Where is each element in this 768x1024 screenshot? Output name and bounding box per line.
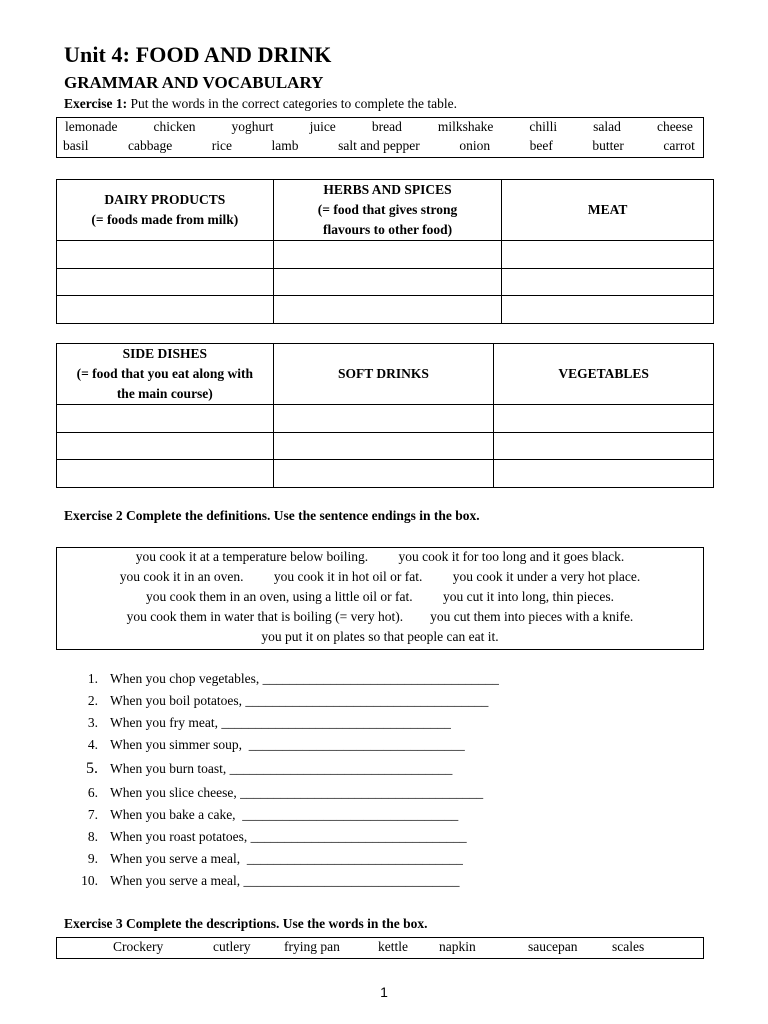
ending-item: you cook them in an oven, using a little oil or fat.: [146, 589, 413, 604]
question-text: When you boil potatoes, ____________________________________: [110, 693, 489, 708]
header-line: (= food that you eat along with: [76, 366, 254, 381]
word-item: chicken: [153, 119, 196, 134]
category-table-2: [56, 343, 714, 488]
header-line: SIDE DISHES: [122, 346, 208, 361]
answer-cell[interactable]: [57, 405, 274, 433]
word-item: salad: [593, 119, 621, 134]
word-item: basil: [63, 138, 89, 153]
question-text: When you slice cheese, ____________________________________: [110, 785, 484, 800]
table-header-row: [57, 180, 714, 241]
header-line: flavours to other food): [322, 222, 453, 237]
exercise2-heading: Exercise 2 Complete the definitions. Use the sentence endings in the box.: [64, 508, 480, 523]
word-item: bread: [371, 119, 402, 134]
ending-item: you cook it in an oven.: [119, 569, 244, 584]
ending-gap: [244, 569, 274, 585]
answer-cell[interactable]: [273, 433, 494, 460]
list-item[interactable]: [64, 712, 499, 734]
ending-gap: [413, 589, 443, 605]
question-number: 6.: [87, 785, 98, 800]
header-line: SOFT DRINKS: [337, 366, 429, 381]
definition-questions: [64, 668, 499, 892]
answer-cell[interactable]: [273, 460, 494, 488]
table-row: [57, 241, 714, 269]
endings-line: [57, 569, 703, 585]
ending-item: you cook it in hot oil or fat.: [273, 569, 423, 584]
exercise3-word-box: [56, 937, 704, 959]
word-item: butter: [592, 138, 624, 153]
header-line: VEGETABLES: [558, 366, 649, 381]
list-item[interactable]: [64, 734, 499, 756]
answer-cell[interactable]: [502, 296, 714, 324]
list-item[interactable]: [64, 782, 499, 804]
question-text: When you chop vegetables, ___________________________________: [110, 671, 499, 686]
table-row: [57, 405, 714, 433]
table-row: [57, 269, 714, 296]
question-number: 5.: [86, 760, 98, 777]
table-row: [57, 460, 714, 488]
table-header-row: [57, 344, 714, 405]
question-number: 3.: [87, 715, 98, 730]
category-table-1: [56, 179, 714, 324]
question-text: When you serve a meal, ________________________________: [110, 873, 460, 888]
ending-item: you cook it under a very hot place.: [452, 569, 641, 584]
header-dairy-products: [57, 180, 274, 241]
table-row: [57, 433, 714, 460]
exercise1-word-box: [56, 117, 704, 158]
word-item: frying pan: [284, 939, 340, 954]
question-number: 9.: [87, 851, 98, 866]
ending-item: you cut them into pieces with a knife.: [430, 609, 634, 624]
list-item[interactable]: [64, 870, 499, 892]
word-item: yoghurt: [231, 119, 274, 134]
word-item: cheese: [656, 119, 693, 134]
exercise3-heading: Exercise 3 Complete the descriptions. Use the words in the box.: [64, 916, 428, 931]
word-item: chilli: [529, 119, 558, 134]
answer-cell[interactable]: [273, 269, 502, 296]
list-item[interactable]: [64, 804, 499, 826]
question-number: 2.: [87, 693, 98, 708]
word-item: carrot: [663, 138, 695, 153]
question-number: 10.: [81, 873, 98, 888]
list-item[interactable]: [64, 848, 499, 870]
word-item: cutlery: [213, 939, 251, 954]
word-item: scales: [612, 939, 645, 954]
endings-line: [57, 549, 703, 565]
answer-cell[interactable]: [57, 269, 274, 296]
word-item: saucepan: [528, 939, 578, 954]
answer-cell[interactable]: [57, 241, 274, 269]
question-number: 7.: [87, 807, 98, 822]
word-item: cabbage: [128, 138, 173, 153]
word-item: lemonade: [65, 119, 118, 134]
word-item: beef: [529, 138, 553, 153]
question-text: When you bake a cake, ________________________________: [110, 807, 459, 822]
question-text: When you fry meat, __________________________________: [110, 715, 451, 730]
exercise1-instruction-text: Put the words in the correct categories to complete the table.: [127, 96, 457, 111]
list-item[interactable]: [64, 690, 499, 712]
list-item[interactable]: [64, 826, 499, 848]
endings-line: [57, 629, 703, 645]
question-text: When you serve a meal, ________________________________: [110, 851, 463, 866]
header-side-dishes: [57, 344, 274, 405]
word-item: kettle: [378, 939, 408, 954]
word-box-row-2: [63, 138, 695, 154]
ending-item: you cook them in water that is boiling (= very hot).: [126, 609, 404, 624]
question-number: 1.: [87, 671, 98, 686]
ending-item: you cook it at a temperature below boiling.: [135, 549, 369, 564]
answer-cell[interactable]: [494, 433, 714, 460]
question-text: When you roast potatoes, ________________________________: [110, 829, 467, 844]
endings-line: [57, 589, 703, 605]
word-item: salt and pepper: [338, 138, 420, 153]
word-item: Crockery: [113, 939, 164, 954]
answer-cell[interactable]: [494, 405, 714, 433]
header-line: HERBS AND SPICES: [323, 182, 452, 197]
header-soft-drinks: [273, 344, 494, 405]
page-number: 1: [380, 984, 388, 1000]
endings-line: [57, 609, 703, 625]
exercise1-instruction: [64, 96, 457, 112]
answer-cell[interactable]: [57, 433, 274, 460]
table-row: [57, 296, 714, 324]
question-number: 4.: [87, 737, 98, 752]
word-item: milkshake: [437, 119, 494, 134]
header-herbs-and-spices: [273, 180, 502, 241]
ending-item: you put it on plates so that people can eat it.: [261, 629, 499, 644]
answer-cell[interactable]: [273, 296, 502, 324]
header-line: (= foods made from milk): [91, 212, 239, 227]
ending-item: you cook it for too long and it goes black.: [398, 549, 625, 564]
header-meat: [502, 180, 714, 241]
ending-gap: [368, 549, 398, 565]
word-item: onion: [459, 138, 491, 153]
answer-cell[interactable]: [502, 269, 714, 296]
word-box-row-1: [65, 119, 693, 135]
ending-gap: [403, 609, 430, 625]
word-item: rice: [211, 138, 233, 153]
answer-cell[interactable]: [273, 405, 494, 433]
header-line: (= food that gives strong: [317, 202, 458, 217]
ending-item: you cut it into long, thin pieces.: [442, 589, 614, 604]
header-line: MEAT: [587, 202, 628, 217]
sentence-endings-box: [56, 547, 704, 650]
answer-cell[interactable]: [57, 460, 274, 488]
question-text: When you burn toast, _________________________________: [110, 761, 453, 776]
answer-cell[interactable]: [502, 241, 714, 269]
answer-cell[interactable]: [57, 296, 274, 324]
word-item: juice: [309, 119, 336, 134]
section-subtitle: GRAMMAR AND VOCABULARY: [64, 73, 324, 92]
exercise1-label: Exercise 1:: [64, 96, 128, 111]
list-item[interactable]: [64, 756, 499, 782]
question-text: When you simmer soup, ________________________________: [110, 737, 465, 752]
word-item: napkin: [439, 939, 476, 954]
question-number: 8.: [87, 829, 98, 844]
header-line: the main course): [116, 386, 213, 401]
list-item[interactable]: [64, 668, 499, 690]
answer-cell[interactable]: [273, 241, 502, 269]
header-line: DAIRY PRODUCTS: [104, 192, 226, 207]
word-item: lamb: [271, 138, 299, 153]
page-title: Unit 4: FOOD AND DRINK: [64, 42, 332, 67]
answer-cell[interactable]: [494, 460, 714, 488]
ending-gap: [422, 569, 452, 585]
header-vegetables: [494, 344, 714, 405]
